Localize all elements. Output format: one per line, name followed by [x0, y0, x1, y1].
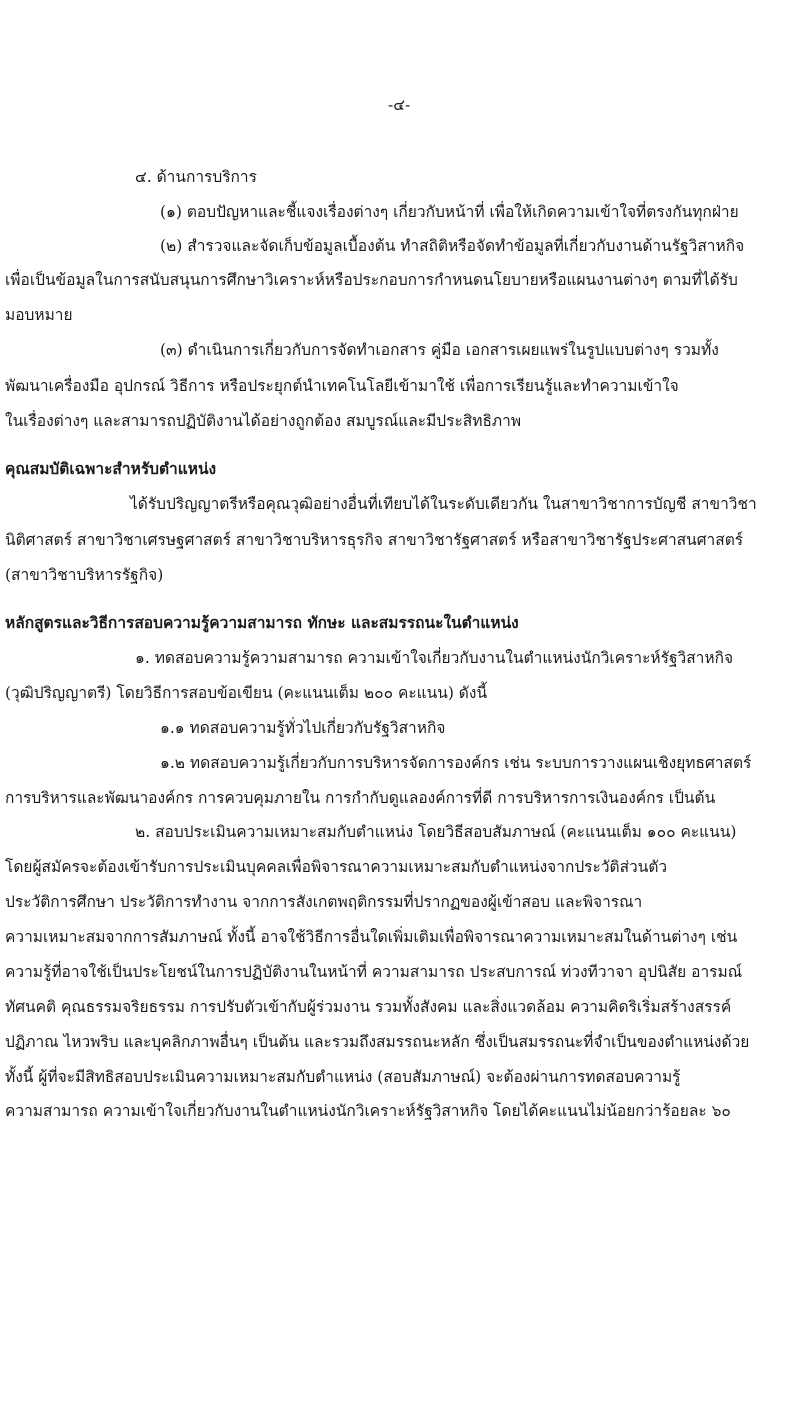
- qualifications-line-2: นิติศาสตร์ สาขาวิชาเศรษฐศาสตร์ สาขาวิชาบริหารธุรกิจ สาขาวิชารัฐศาสตร์ หรือสาขาวิชารัฐประศาสนศาสตร์: [5, 531, 744, 549]
- qualifications-line-3: (สาขาวิชาบริหารรัฐกิจ): [5, 566, 164, 584]
- curriculum-p2-line-1: ๒. สอบประเมินความเหมาะสมกับตำแหน่ง โดยวิธีสอบสัมภาษณ์ (คะแนนเต็ม ๑๐๐ คะแนน): [135, 823, 737, 841]
- section-4-item-3-line-1: (๓) ดำเนินการเกี่ยวกับการจัดทำเอกสาร คู่มือ เอกสารเผยแพร่ในรูปแบบต่างๆ รวมทั้ง: [160, 341, 719, 359]
- curriculum-p1-1: ๑.๑ ทดสอบความรู้ทั่วไปเกี่ยวกับรัฐวิสาหกิจ: [160, 719, 446, 737]
- section-4-item-2-line-2: เพื่อเป็นข้อมูลในการสนับสนุนการศึกษาวิเคราะห์หรือประกอบการกำหนดนโยบายหรือแผนงานต่างๆ ตามที่ได้รับ: [5, 271, 738, 289]
- curriculum-p2-line-8: ทั้งนี้ ผู้ที่จะมีสิทธิสอบประเมินความเหมาะสมกับตำแหน่ง (สอบสัมภาษณ์) จะต้องผ่านการทดสอบความรู้: [5, 1068, 681, 1086]
- section-4-item-2-line-3: มอบหมาย: [5, 306, 73, 324]
- curriculum-heading: หลักสูตรและวิธีการสอบความรู้ความสามารถ ทักษะ และสมรรถนะในตำแหน่ง: [5, 613, 519, 632]
- curriculum-p1-2-line-1: ๑.๒ ทดสอบความรู้เกี่ยวกับการบริหารจัดการองค์กร เช่น ระบบการวางแผนเชิงยุทธศาสตร์: [160, 754, 752, 772]
- section-4-item-3-line-3: ในเรื่องต่างๆ และสามารถปฏิบัติงานได้อย่างถูกต้อง สมบูรณ์และมีประสิทธิภาพ: [5, 412, 522, 430]
- page-number: -๔-: [388, 96, 411, 114]
- curriculum-p1-line-1: ๑. ทดสอบความรู้ความสามารถ ความเข้าใจเกี่ยวกับงานในตำแหน่งนักวิเคราะห์รัฐวิสาหกิจ: [135, 649, 734, 667]
- curriculum-p2-line-5: ความรู้ที่อาจใช้เป็นประโยชน์ในการปฏิบัติงานในหน้าที่ ความสามารถ ประสบการณ์ ท่วงทีวาจา อุปนิสัย อารมณ์: [5, 963, 743, 981]
- curriculum-p1-line-2: (วุฒิปริญญาตรี) โดยวิธีการสอบข้อเขียน (คะแนนเต็ม ๒๐๐ คะแนน) ดังนี้: [5, 684, 488, 702]
- curriculum-p2-line-6: ทัศนคติ คุณธรรมจริยธรรม การปรับตัวเข้ากับผู้ร่วมงาน รวมทั้งสังคม และสิ่งแวดล้อม ความคิดริเริ่มสร้างสรรค์: [5, 998, 732, 1016]
- curriculum-p2-line-3: ประวัติการศึกษา ประวัติการทำงาน จากการสังเกตพฤติกรรมที่ปรากฏของผู้เข้าสอบ และพิจารณา: [5, 893, 643, 911]
- qualifications-line-1: ได้รับปริญญาตรีหรือคุณวุฒิอย่างอื่นที่เทียบได้ในระดับเดียวกัน ในสาขาวิชาการบัญชี สาขาวิชา: [130, 495, 757, 513]
- curriculum-p2-line-2: โดยผู้สมัครจะต้องเข้ารับการประเมินบุคคลเพื่อพิจารณาความเหมาะสมกับตำแหน่งจากประวัติส่วนตัว: [5, 858, 668, 876]
- curriculum-p2-line-7: ปฏิภาณ ไหวพริบ และบุคลิกภาพอื่นๆ เป็นต้น และรวมถึงสมรรถนะหลัก ซึ่งเป็นสมรรถนะที่จำเป็นของตำแหน่งด้วย: [5, 1033, 750, 1051]
- section-4-item-3-line-2: พัฒนาเครื่องมือ อุปกรณ์ วิธีการ หรือประยุกต์นำเทคโนโลยีเข้ามาใช้ เพื่อการเรียนรู้และทำความเข้าใจ: [5, 377, 679, 395]
- qualifications-heading: คุณสมบัติเฉพาะสำหรับตำแหน่ง: [5, 459, 217, 478]
- section-4-item-2-line-1: (๒) สำรวจและจัดเก็บข้อมูลเบื้องต้น ทำสถิติหรือจัดทำข้อมูลที่เกี่ยวกับงานด้านรัฐวิสาหกิจ: [160, 237, 745, 255]
- curriculum-p1-2-line-2: การบริหารและพัฒนาองค์กร การควบคุมภายใน การกำกับดูแลองค์การที่ดี การบริหารการเงินองค์กร เป็นต้น: [5, 789, 716, 807]
- curriculum-p2-line-4: ความเหมาะสมจากการสัมภาษณ์ ทั้งนี้ อาจใช้วิธีการอื่นใดเพิ่มเติมเพื่อพิจารณาความเหมาะสมในด้านต่างๆ เช่น: [5, 928, 738, 946]
- curriculum-p2-line-9: ความสามารถ ความเข้าใจเกี่ยวกับงานในตำแหน่งนักวิเคราะห์รัฐวิสาหกิจ โดยได้คะแนนไม่น้อยกว่าร้อยละ ๖๐: [5, 1102, 731, 1120]
- section-4-item-1: (๑) ตอบปัญหาและชี้แจงเรื่องต่างๆ เกี่ยวกับหน้าที่ เพื่อให้เกิดความเข้าใจที่ตรงกันทุกฝ่าย: [160, 203, 739, 221]
- section-4-title: ๔. ด้านการบริการ: [135, 168, 257, 186]
